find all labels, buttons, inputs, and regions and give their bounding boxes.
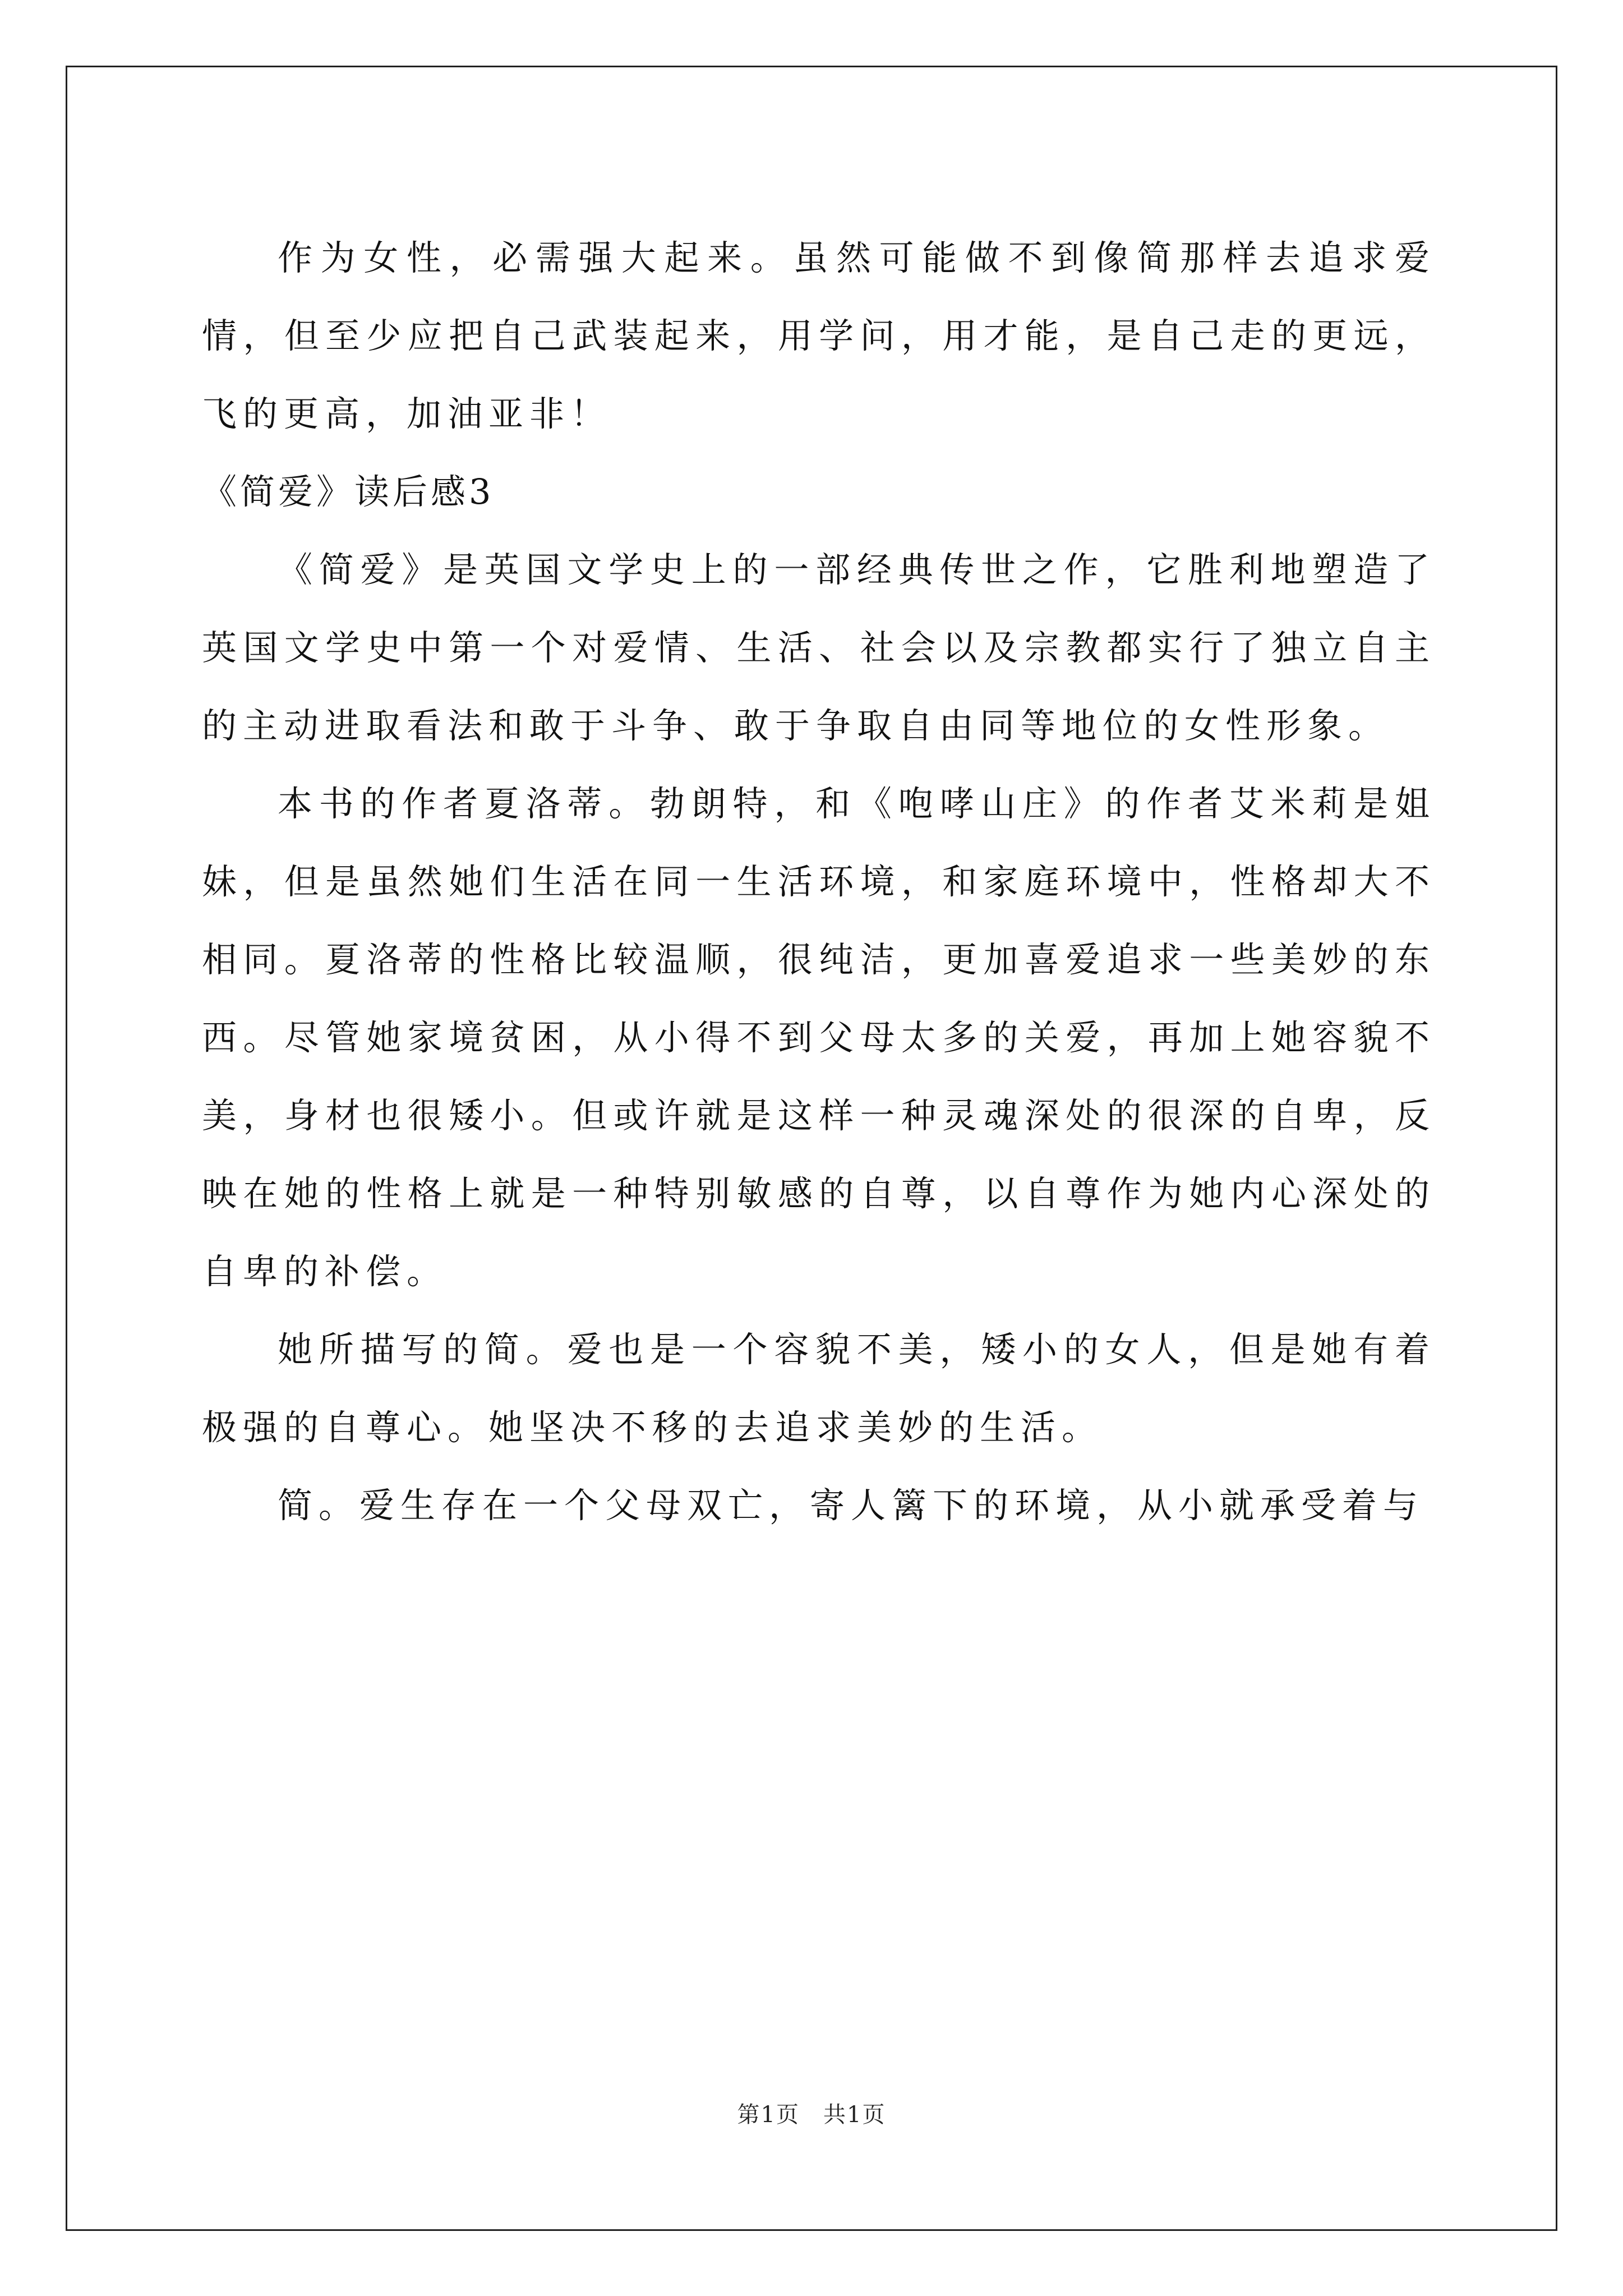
paragraph-intro: 作为女性，必需强大起来。虽然可能做不到像简那样去追求爱情，但至少应把自己武装起来，用学问，用才能，是自己走的更远，飞的更高，加油亚非！ <box>202 237 1436 434</box>
paragraph-childhood: 简。爱生存在一个父母双亡，寄人篱下的环境，从小就承受着与 <box>278 1485 1424 1526</box>
paragraph-author: 本书的作者夏洛蒂。勃朗特，和《咆哮山庄》的作者艾米莉是姐妹，但是虽然她们生活在同一生活环境，和家庭环境中，性格却大不相同。夏洛蒂的性格比较温顺，很纯洁，更加喜爱追求一些美妙的东西。尽管她家境贫困，从小得不到父母太多的关爱，再加上她容貌不美，身材也很矮小。但或许就是这样一种灵魂深处的很深的自卑，反映在她的性格上就是一种特别敏感的自尊，以自尊作为她内心深处的自卑的补偿。 <box>202 783 1436 1292</box>
paragraph-overview: 《简爱》是英国文学史上的一部经典传世之作，它胜利地塑造了英国文学史中第一个对爱情、生活、社会以及宗教都实行了独立自主的主动进取看法和敢于斗争、敢于争取自由同等地位的女性形象。 <box>202 549 1436 746</box>
page-footer: 第1页 共1页 <box>737 2102 886 2128</box>
section-heading: 《简爱》读后感3 <box>202 471 495 512</box>
document-body <box>202 219 1436 1544</box>
paragraph-heroine: 她所描写的简。爱也是一个容貌不美，矮小的女人，但是她有着极强的自尊心。她坚决不移的去追求美妙的生活。 <box>202 1329 1436 1448</box>
